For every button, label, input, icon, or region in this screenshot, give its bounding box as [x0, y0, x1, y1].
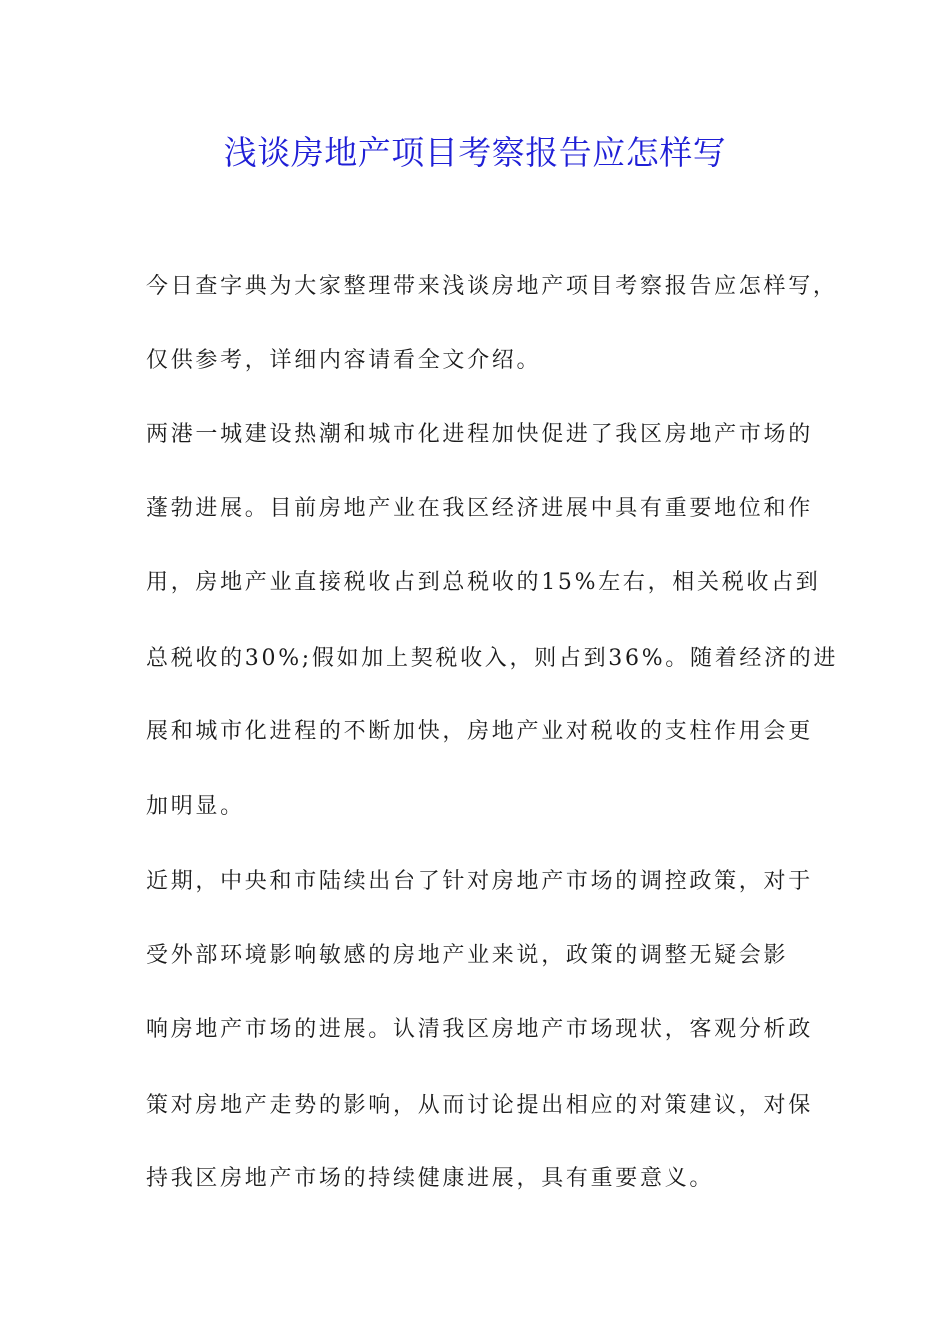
- paragraph-line: 仅供参考，详细内容请看全文介绍。: [146, 348, 542, 373]
- paragraph-line: 加明显。: [146, 794, 245, 819]
- paragraph-line: 受外部环境影响敏感的房地产业来说，政策的调整无疑会影: [146, 943, 789, 968]
- paragraph-line: 两港一城建设热潮和城市化进程加快促进了我区房地产市场的: [146, 422, 813, 447]
- document-title: 浅谈房地产项目考察报告应怎样写: [223, 133, 727, 172]
- paragraph-line: 用，房地产业直接税收占到总税收的15%左右，相关税收占到: [146, 570, 821, 595]
- paragraph-line: 展和城市化进程的不断加快，房地产业对税收的支柱作用会更: [146, 719, 813, 744]
- paragraph-line: 近期，中央和市陆续出台了针对房地产市场的调控政策，对于: [146, 869, 813, 894]
- paragraph-line: 持我区房地产市场的持续健康进展，具有重要意义。: [146, 1166, 715, 1191]
- paragraph-line: 策对房地产走势的影响，从而讨论提出相应的对策建议，对保: [146, 1093, 813, 1118]
- paragraph-line: 蓬勃进展。目前房地产业在我区经济进展中具有重要地位和作: [146, 496, 813, 521]
- paragraph-line: 响房地产市场的进展。认清我区房地产市场现状，客观分析政: [146, 1017, 813, 1042]
- paragraph-line: 总税收的30%;假如加上契税收入，则占到36%。随着经济的进: [146, 646, 839, 671]
- paragraph-line: 今日查字典为大家整理带来浅谈房地产项目考察报告应怎样写，: [146, 274, 838, 299]
